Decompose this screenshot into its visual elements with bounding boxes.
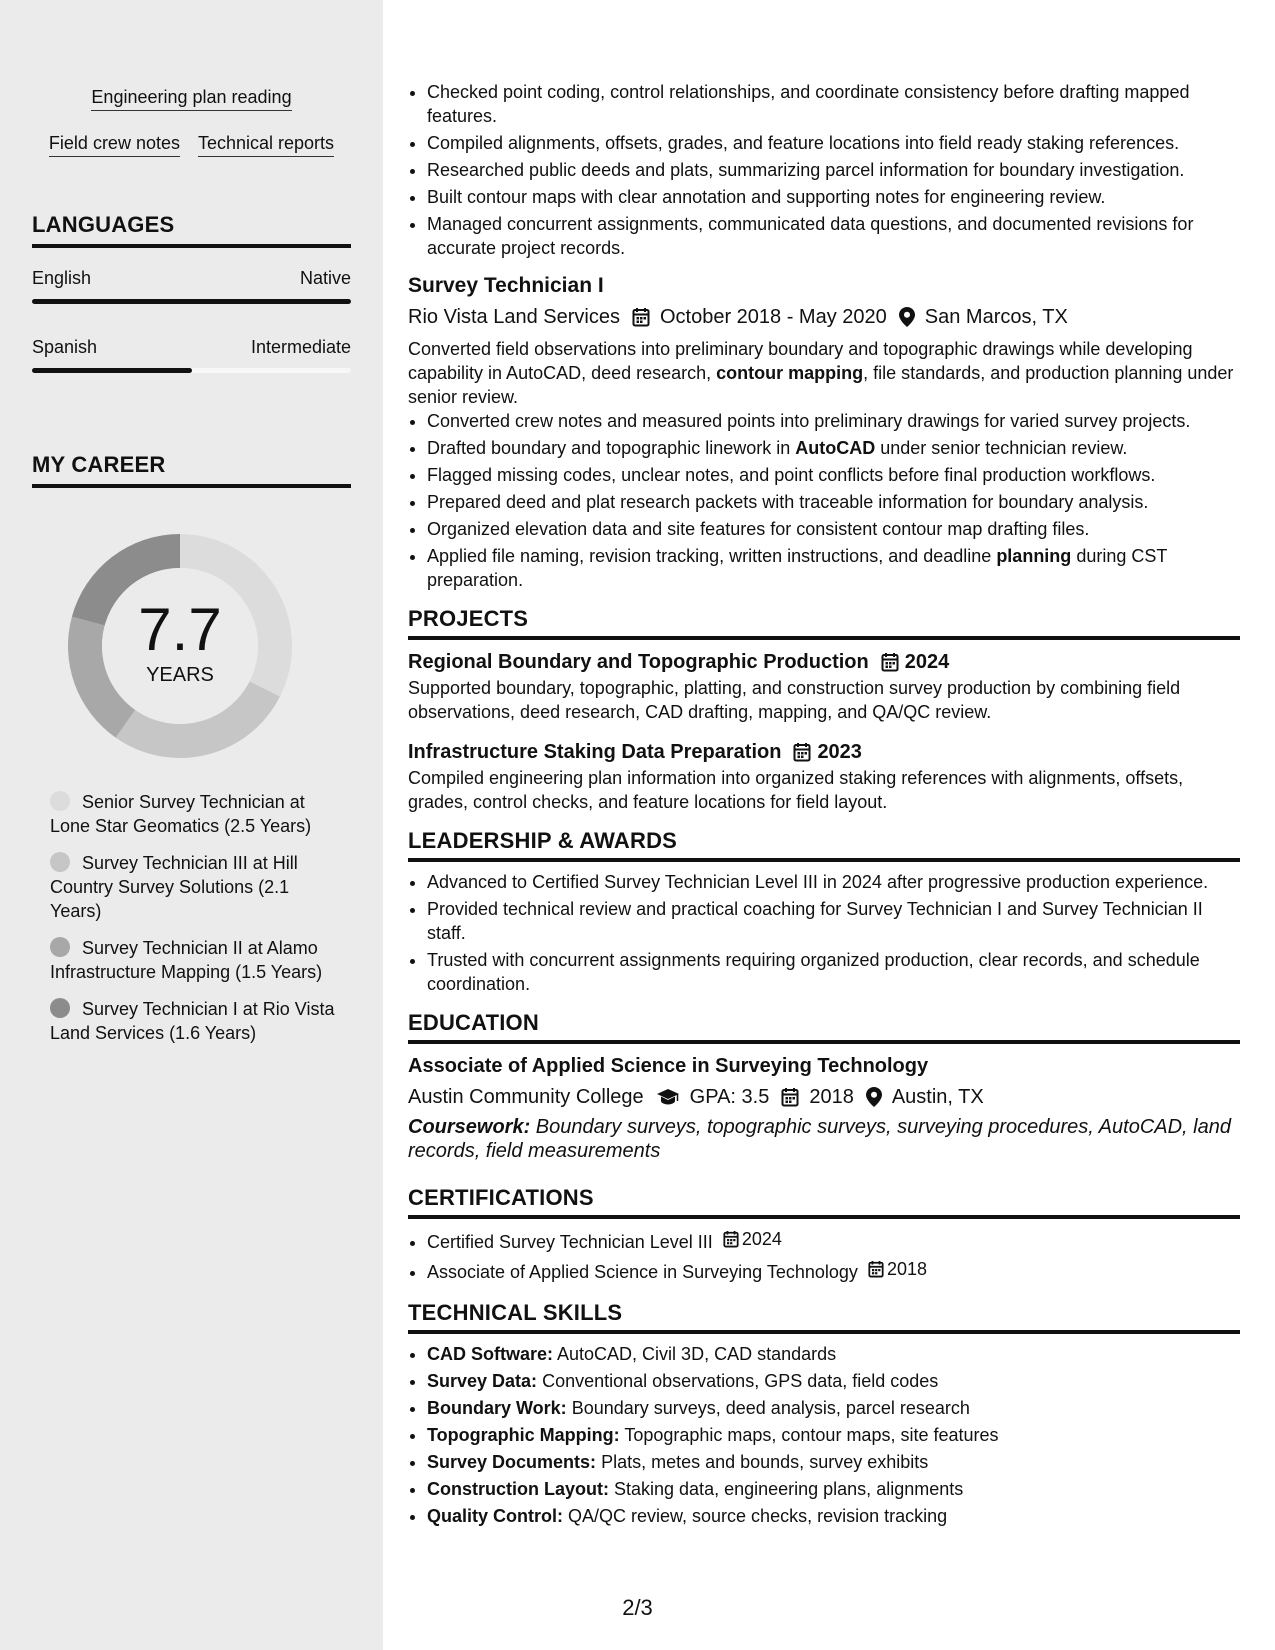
list-item: • Flagged missing codes, unclear notes, and point conflicts before final production workflows. <box>427 463 1240 487</box>
page-number: 2/3 <box>622 1595 653 1620</box>
skill-category: CAD Software: <box>427 1344 554 1364</box>
project-description: Compiled engineering plan information into organized staking references with alignments, offsets, grades, control checks, and feature locations for field layout. <box>408 768 1184 812</box>
project-name: Regional Boundary and Topographic Production <box>408 651 869 673</box>
sidebar <box>0 0 383 1650</box>
legend-dot <box>50 791 70 811</box>
legend-label: Survey Technician II at Alamo Infrastructure Mapping (1.5 Years) <box>50 938 323 982</box>
legend-label: Survey Technician III at Hill Country Survey Solutions (2.1 Years) <box>50 853 298 921</box>
location-pin-icon <box>866 1087 882 1107</box>
skill-tag: Engineering plan reading <box>91 86 291 111</box>
job-bullets <box>408 409 1240 592</box>
certifications-heading: CERTIFICATIONS <box>408 1185 1240 1219</box>
school-location: Austin, TX <box>891 1086 984 1108</box>
list-item: • Advanced to Certified Survey Technician Level III in 2024 after progressive production experience. <box>427 870 1240 894</box>
school-name: Austin Community College <box>408 1086 644 1108</box>
legend-item <box>50 851 340 923</box>
skill-category: Quality Control: <box>427 1506 563 1526</box>
bullet-keyword: AutoCAD <box>795 438 876 458</box>
graduation-year: 2018 <box>809 1086 854 1108</box>
list-item: • Converted crew notes and measured points into preliminary drawings for varied survey projects. <box>427 409 1240 433</box>
bullet-keyword: planning <box>996 546 1072 566</box>
calendar-icon <box>781 1087 799 1107</box>
list-item <box>427 436 1240 460</box>
bullet-text: Applied file naming, revision tracking, written instructions, and deadline <box>427 546 997 566</box>
language-proficiency-fill <box>32 299 351 304</box>
skill-values: Staking data, engineering plans, alignments <box>609 1479 964 1499</box>
list-item <box>427 1227 1240 1254</box>
project-year: 2023 <box>817 741 862 763</box>
skill-category: Boundary Work: <box>427 1398 567 1418</box>
certification-list <box>408 1227 1240 1284</box>
career-total-unit: YEARS <box>146 664 214 686</box>
list-item <box>427 1504 1240 1528</box>
job-title: Survey Technician I <box>408 274 604 297</box>
skill-tag: Technical reports <box>198 132 334 157</box>
job-meta <box>408 303 1240 331</box>
skill-values: Topographic maps, contour maps, site features <box>619 1425 999 1445</box>
skill-values: Boundary surveys, deed analysis, parcel research <box>566 1398 970 1418</box>
language-name: Spanish <box>32 337 98 357</box>
list-item: • Provided technical review and practical coaching for Survey Technician I and Survey Technician II staff. <box>427 897 1240 945</box>
project-name: Infrastructure Staking Data Preparation <box>408 741 782 763</box>
project-title <box>408 648 1240 676</box>
calendar-icon <box>881 652 899 672</box>
list-item: • Trusted with concurrent assignments requiring organized production, clear records, and schedule coordination. <box>427 948 1240 996</box>
languages-heading: LANGUAGES <box>32 212 351 248</box>
legend-dot <box>50 998 70 1018</box>
skills-list <box>408 1342 1240 1528</box>
list-item <box>427 1257 1240 1284</box>
location-pin-icon <box>899 307 915 327</box>
job-location: San Marcos, TX <box>924 306 1068 328</box>
education-meta <box>408 1083 1240 1111</box>
bullet-text: during CST preparation. <box>427 546 1168 590</box>
list-item: • Prepared deed and plat research packets with traceable information for boundary analysis. <box>427 490 1240 514</box>
list-item <box>427 544 1240 592</box>
experience-bullets <box>408 80 1240 260</box>
main-content <box>408 0 1240 1531</box>
language-row <box>32 268 351 289</box>
career-total-value: 7.7 <box>138 596 222 663</box>
calendar-icon <box>632 307 650 327</box>
list-item <box>427 1396 1240 1420</box>
degree-title: Associate of Applied Science in Surveying Technology <box>408 1055 929 1077</box>
education-heading: EDUCATION <box>408 1010 1240 1044</box>
bullet-text: Drafted boundary and topographic linework in <box>427 438 796 458</box>
list-item <box>427 1342 1240 1366</box>
career-donut-chart <box>62 528 298 764</box>
coursework <box>408 1115 1240 1163</box>
skill-category: Topographic Mapping: <box>427 1425 620 1445</box>
skill-tags <box>32 86 351 178</box>
skill-tag: Field crew notes <box>49 132 180 157</box>
project-year: 2024 <box>904 651 950 673</box>
list-item: • Managed concurrent assignments, communicated data questions, and documented revisions for accurate project records. <box>427 212 1240 260</box>
list-item <box>427 1369 1240 1393</box>
graduation-cap-icon <box>656 1088 680 1106</box>
list-item: • Researched public deeds and plats, summarizing parcel information for boundary investigation. <box>427 158 1240 182</box>
language-proficiency-bar <box>32 368 351 373</box>
projects-heading: PROJECTS <box>408 606 1240 640</box>
skill-values: AutoCAD, Civil 3D, CAD standards <box>553 1344 837 1364</box>
certification-date <box>723 1227 782 1251</box>
legend-item <box>50 790 340 838</box>
certification-year: 2018 <box>886 1259 927 1279</box>
summary-keyword: contour mapping <box>716 363 864 383</box>
skill-category: Survey Data: <box>427 1371 538 1391</box>
career-legend <box>50 790 340 1058</box>
language-proficiency-fill <box>32 368 192 373</box>
leadership-heading: LEADERSHIP & AWARDS <box>408 828 1240 862</box>
list-item <box>427 1423 1240 1447</box>
language-name: English <box>32 268 92 288</box>
bullet-text: under senior technician review. <box>875 438 1128 458</box>
language-level: Native <box>299 268 351 288</box>
donut-center <box>62 528 298 764</box>
certification-year: 2024 <box>741 1229 782 1249</box>
language-row <box>32 337 351 358</box>
project-title <box>408 738 1240 766</box>
legend-dot <box>50 852 70 872</box>
calendar-icon <box>723 1230 739 1248</box>
coursework-text: Boundary surveys, topographic surveys, surveying procedures, AutoCAD, land records, field measurements <box>408 1116 1231 1162</box>
tag-row <box>32 86 351 111</box>
list-item: • Compiled alignments, offsets, grades, and feature locations into field ready staking references. <box>427 131 1240 155</box>
legend-label: Survey Technician I at Rio Vista Land Services (1.6 Years) <box>50 999 335 1043</box>
legend-label: Senior Survey Technician at Lone Star Geomatics (2.5 Years) <box>50 792 312 836</box>
tag-row <box>32 132 351 157</box>
list-item <box>427 1477 1240 1501</box>
certification-name: Associate of Applied Science in Surveying Technology <box>427 1262 858 1282</box>
legend-item <box>50 936 340 984</box>
certification-date <box>868 1257 927 1281</box>
certification-name: Certified Survey Technician Level III <box>427 1232 713 1252</box>
skill-values: Plats, metes and bounds, survey exhibits <box>596 1452 929 1472</box>
calendar-icon <box>793 742 811 762</box>
career-heading: MY CAREER <box>32 452 351 488</box>
list-item: • Organized elevation data and site features for consistent contour map drafting files. <box>427 517 1240 541</box>
summary-text: Converted field observations into preliminary boundary and topographic drawings while developing capability in AutoCAD, deed research, <box>408 339 1193 383</box>
legend-item <box>50 997 340 1045</box>
job-dates: October 2018 - May 2020 <box>659 306 887 328</box>
skill-category: Construction Layout: <box>427 1479 609 1499</box>
job-summary <box>408 337 1240 409</box>
skill-values: QA/QC review, source checks, revision tracking <box>563 1506 948 1526</box>
coursework-label: Coursework: <box>408 1116 531 1138</box>
skill-values: Conventional observations, GPS data, field codes <box>537 1371 939 1391</box>
summary-text: , file standards, and production planning under senior review. <box>408 363 1234 407</box>
leadership-bullets <box>408 870 1240 996</box>
gpa: GPA: 3.5 <box>689 1086 770 1108</box>
language-proficiency-bar <box>32 299 351 304</box>
legend-dot <box>50 937 70 957</box>
list-item: • Built contour maps with clear annotation and supporting notes for engineering review. <box>427 185 1240 209</box>
calendar-icon <box>868 1260 884 1278</box>
list-item: • Checked point coding, control relationships, and coordinate consistency before drafting mapped features. <box>427 80 1240 128</box>
skill-category: Survey Documents: <box>427 1452 597 1472</box>
skills-heading: TECHNICAL SKILLS <box>408 1300 1240 1334</box>
language-level: Intermediate <box>250 337 351 357</box>
project-description: Supported boundary, topographic, platting, and construction survey production by combining field observations, deed research, CAD drafting, mapping, and QA/QC review. <box>408 678 1181 722</box>
list-item <box>427 1450 1240 1474</box>
job-company: Rio Vista Land Services <box>408 306 620 328</box>
